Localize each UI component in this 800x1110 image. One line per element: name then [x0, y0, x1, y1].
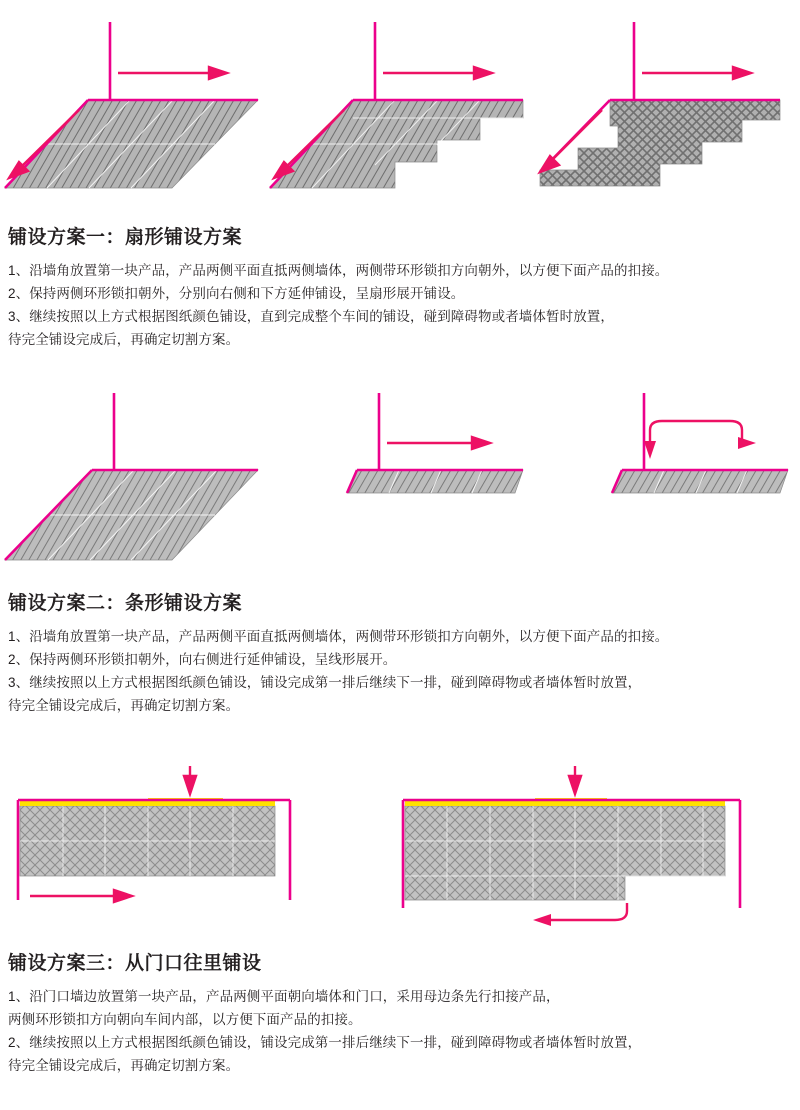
figure-strip-step-2: [265, 385, 535, 585]
plan-two-line-1: 1、沿墙角放置第一块产品，产品两侧平面直抵两侧墙体，两侧带环形锁扣方向朝外，以方便下面产品的扣接。: [8, 629, 669, 644]
plan-two-line-2: 2、保持两侧环形锁扣朝外，向右侧进行延伸铺设，呈线形展开。: [8, 652, 397, 667]
plan-one-line-4: 待完全铺设完成后，再确定切割方案。: [8, 332, 240, 347]
figure-group-plan-two: [0, 385, 800, 585]
figure-group-plan-one: [0, 0, 800, 215]
figure-fan-step-1: [0, 0, 270, 215]
figure-group-plan-three: [0, 760, 800, 945]
figure-strip-step-3: [530, 385, 800, 585]
text-plan-three: [8, 948, 798, 1077]
plan-three-line-4: 待完全铺设完成后，再确定切割方案。: [8, 1058, 240, 1073]
text-plan-one: [8, 222, 798, 351]
figure-strip-step-1: [0, 385, 270, 585]
text-plan-two: [8, 588, 798, 717]
plan-three-line-3: 2、继续按照以上方式根据图纸颜色铺设，铺设完成第一排后继续下一排，碰到障碍物或者墙体暂时放置，: [8, 1035, 642, 1050]
figure-fan-step-3: [530, 0, 800, 215]
plan-three-line-2: 两侧环形锁扣方向朝向车间内部，以方便下面产品的扣接。: [8, 1012, 362, 1027]
figure-door-step-1: [0, 760, 380, 945]
figure-door-step-2: [385, 760, 785, 945]
plan-one-line-1: 1、沿墙角放置第一块产品，产品两侧平面直抵两侧墙体，两侧带环形锁扣方向朝外，以方便下面产品的扣接。: [8, 263, 669, 278]
plan-two-line-4: 待完全铺设完成后，再确定切割方案。: [8, 698, 240, 713]
heading-plan-three: 铺设方案三：从门口往里铺设: [8, 953, 262, 974]
plan-one-line-2: 2、保持两侧环形锁扣朝外，分别向右侧和下方延伸铺设，呈扇形展开铺设。: [8, 286, 465, 301]
heading-plan-one: 铺设方案一：扇形铺设方案: [8, 227, 243, 248]
figure-fan-step-2: [265, 0, 535, 215]
heading-plan-two: 铺设方案二：条形铺设方案: [8, 593, 243, 614]
plan-two-line-3: 3、继续按照以上方式根据图纸颜色铺设，铺设完成第一排后继续下一排，碰到障碍物或者墙体暂时放置，: [8, 675, 642, 690]
plan-one-line-3: 3、继续按照以上方式根据图纸颜色铺设，直到完成整个车间的铺设，碰到障碍物或者墙体暂时放置，: [8, 309, 615, 324]
plan-three-line-1: 1、沿门口墙边放置第一块产品，产品两侧平面朝向墙体和门口，采用母边条先行扣接产品，: [8, 989, 560, 1004]
